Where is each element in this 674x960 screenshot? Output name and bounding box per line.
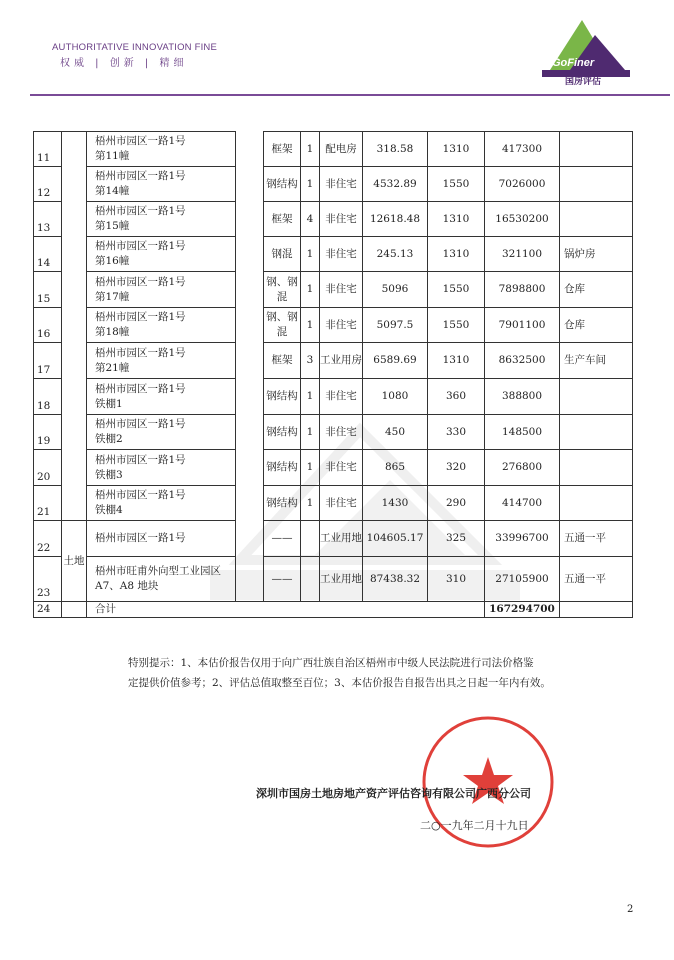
use-cell: 非住宅 xyxy=(320,237,363,272)
row-number: 18 xyxy=(34,379,62,415)
table-row xyxy=(34,308,633,343)
valuation-table xyxy=(33,131,633,618)
location-line-2: 第21幢 xyxy=(95,361,130,374)
floors-cell: 3 xyxy=(301,343,320,379)
use-cell: 工业用地 xyxy=(320,521,363,557)
total-cell: 414700 xyxy=(485,486,560,521)
unit-price-cell: 325 xyxy=(428,521,485,557)
area-cell: 12618.48 xyxy=(363,202,428,237)
unit-price-cell: 360 xyxy=(428,379,485,415)
structure-cell: 钢结构 xyxy=(264,486,301,521)
row-number: 14 xyxy=(34,237,62,272)
row-number: 15 xyxy=(34,272,62,308)
table-row xyxy=(34,167,633,202)
row-number: 19 xyxy=(34,415,62,450)
report-date: 二○一九年二月十九日 xyxy=(420,819,529,832)
unit-price-cell: 1550 xyxy=(428,308,485,343)
area-cell: 865 xyxy=(363,450,428,486)
location-line-1: 梧州市园区一路1号 xyxy=(95,275,186,288)
spacer-cell xyxy=(236,132,264,602)
row-number: 17 xyxy=(34,343,62,379)
location-cell xyxy=(87,343,236,379)
floors-cell: 1 xyxy=(301,237,320,272)
floors-cell: 1 xyxy=(301,167,320,202)
table-row xyxy=(34,450,633,486)
row-number: 12 xyxy=(34,167,62,202)
location-cell xyxy=(87,486,236,521)
location-cell xyxy=(87,272,236,308)
structure-cell: 框架 xyxy=(264,202,301,237)
location-line-1: 梧州市园区一路1号 xyxy=(95,382,186,395)
table-row xyxy=(34,557,633,602)
location-line-2: 铁棚4 xyxy=(95,504,123,516)
location-cell xyxy=(87,132,236,167)
use-cell: 非住宅 xyxy=(320,415,363,450)
table-row xyxy=(34,379,633,415)
location-line-1: 梧州市园区一路1号 xyxy=(95,205,186,217)
location-line-2: 第14幢 xyxy=(95,185,130,197)
sum-total: 167294700 xyxy=(485,602,560,618)
remark-cell xyxy=(560,379,633,415)
total-cell: 417300 xyxy=(485,132,560,167)
row-number: 20 xyxy=(34,450,62,486)
floors-cell: 1 xyxy=(301,379,320,415)
remark-cell: 五通一平 xyxy=(560,521,633,557)
structure-cell: 钢、钢混 xyxy=(264,272,301,308)
location-cell xyxy=(87,521,236,557)
location-line-1: 梧州市园区一路1号 xyxy=(95,240,186,252)
area-cell: 5097.5 xyxy=(363,308,428,343)
location-cell xyxy=(87,202,236,237)
remark-cell xyxy=(560,415,633,450)
structure-cell: 钢、钢混 xyxy=(264,308,301,343)
remark-cell xyxy=(560,132,633,167)
location-line-1: 梧州市园区一路1号 xyxy=(95,311,186,323)
floors-cell: 4 xyxy=(301,202,320,237)
remark-cell: 仓库 xyxy=(560,308,633,343)
unit-price-cell: 310 xyxy=(428,557,485,602)
total-cell: 148500 xyxy=(485,415,560,450)
unit-price-cell: 1310 xyxy=(428,202,485,237)
area-cell: 104605.17 xyxy=(363,521,428,557)
total-cell: 276800 xyxy=(485,450,560,486)
table-row xyxy=(34,521,633,557)
total-cell: 321100 xyxy=(485,237,560,272)
total-cell: 7026000 xyxy=(485,167,560,202)
total-cell: 16530200 xyxy=(485,202,560,237)
location-cell xyxy=(87,237,236,272)
location-line-2: 第11幢 xyxy=(95,150,130,162)
table-row xyxy=(34,415,633,450)
location-line-2: 铁棚3 xyxy=(95,468,123,481)
remark-cell: 生产车间 xyxy=(560,343,633,379)
floors-cell xyxy=(301,557,320,602)
sum-row xyxy=(34,602,633,618)
remark-cell xyxy=(560,450,633,486)
remark-cell xyxy=(560,486,633,521)
structure-cell: 钢结构 xyxy=(264,415,301,450)
sum-remark xyxy=(560,602,633,618)
floors-cell: 1 xyxy=(301,486,320,521)
row-number: 23 xyxy=(34,557,62,602)
total-cell: 8632500 xyxy=(485,343,560,379)
floors-cell: 1 xyxy=(301,132,320,167)
floors-cell xyxy=(301,521,320,557)
unit-price-cell: 330 xyxy=(428,415,485,450)
area-cell: 6589.69 xyxy=(363,343,428,379)
unit-price-cell: 1310 xyxy=(428,132,485,167)
location-cell xyxy=(87,557,236,602)
table-row xyxy=(34,343,633,379)
use-cell: 非住宅 xyxy=(320,308,363,343)
note-line-1: 特别提示：1、本估价报告仅用于向广西壮族自治区梧州市中级人民法院进行司法价格鉴 xyxy=(128,657,534,669)
location-line-2: 第18幢 xyxy=(95,326,130,338)
structure-cell: —— xyxy=(264,521,301,557)
special-note xyxy=(128,653,598,693)
remark-cell: 五通一平 xyxy=(560,557,633,602)
area-cell: 1430 xyxy=(363,486,428,521)
use-cell: 非住宅 xyxy=(320,167,363,202)
area-cell: 245.13 xyxy=(363,237,428,272)
header-tagline-en: AUTHORITATIVE INNOVATION FINE xyxy=(52,42,218,53)
unit-price-cell: 1550 xyxy=(428,272,485,308)
location-line-2: 铁棚2 xyxy=(95,433,123,445)
unit-price-cell: 320 xyxy=(428,450,485,486)
location-line-1: 梧州市园区一路1号 xyxy=(95,453,186,466)
structure-cell: 钢结构 xyxy=(264,379,301,415)
page-number: 2 xyxy=(627,904,634,915)
location-line-1: 梧州市园区一路1号 xyxy=(95,135,186,147)
remark-cell xyxy=(560,202,633,237)
structure-cell: 钢混 xyxy=(264,237,301,272)
location-cell xyxy=(87,308,236,343)
location-cell xyxy=(87,167,236,202)
location-line-2: 第17幢 xyxy=(95,290,130,303)
table-row xyxy=(34,132,633,167)
location-line-1: 梧州市园区一路1号 xyxy=(95,418,186,430)
remark-cell xyxy=(560,167,633,202)
total-cell: 7898800 xyxy=(485,272,560,308)
type-cell-building xyxy=(62,132,87,521)
use-cell: 非住宅 xyxy=(320,486,363,521)
floors-cell: 1 xyxy=(301,415,320,450)
company-name: 深圳市国房土地房地产资产评估咨询有限公司广西分公司 xyxy=(256,787,531,800)
use-cell: 非住宅 xyxy=(320,379,363,415)
use-cell: 非住宅 xyxy=(320,202,363,237)
sum-label: 合计 xyxy=(87,602,485,618)
area-cell: 87438.32 xyxy=(363,557,428,602)
location-line-1: 梧州市旺甫外向型工业园区 A7、A8 地块 xyxy=(95,565,221,592)
remark-cell: 锅炉房 xyxy=(560,237,633,272)
row-number: 22 xyxy=(34,521,62,557)
structure-cell: 钢结构 xyxy=(264,450,301,486)
structure-cell: 框架 xyxy=(264,343,301,379)
unit-price-cell: 290 xyxy=(428,486,485,521)
row-number: 16 xyxy=(34,308,62,343)
area-cell: 318.58 xyxy=(363,132,428,167)
location-line-1: 梧州市园区一路1号 xyxy=(95,489,186,501)
location-line-2: 第15幢 xyxy=(95,220,130,232)
location-cell xyxy=(87,379,236,415)
total-cell: 7901100 xyxy=(485,308,560,343)
structure-cell: 框架 xyxy=(264,132,301,167)
use-cell: 工业用地 xyxy=(320,557,363,602)
note-line-2: 定提供价值参考；2、评估总值取整至百位；3、本估价报告自报告出具之日起一年内有效。 xyxy=(128,677,551,689)
row-number: 11 xyxy=(34,132,62,167)
row-number: 13 xyxy=(34,202,62,237)
structure-cell: —— xyxy=(264,557,301,602)
remark-cell: 仓库 xyxy=(560,272,633,308)
unit-price-cell: 1550 xyxy=(428,167,485,202)
location-line-2: 第16幢 xyxy=(95,255,130,267)
type-cell-land: 土地 xyxy=(62,521,87,602)
total-cell: 33996700 xyxy=(485,521,560,557)
floors-cell: 1 xyxy=(301,308,320,343)
use-cell: 配电房 xyxy=(320,132,363,167)
area-cell: 5096 xyxy=(363,272,428,308)
sum-empty xyxy=(62,602,87,618)
location-line-1: 梧州市园区一路1号 xyxy=(95,532,186,544)
area-cell: 1080 xyxy=(363,379,428,415)
floors-cell: 1 xyxy=(301,450,320,486)
row-number: 21 xyxy=(34,486,62,521)
location-cell xyxy=(87,450,236,486)
use-cell: 工业用房 xyxy=(320,343,363,379)
location-line-1: 梧州市园区一路1号 xyxy=(95,170,186,182)
logo-cn-text: 国房评估 xyxy=(565,77,602,87)
logo-text: GoFiner xyxy=(552,57,595,69)
total-cell: 27105900 xyxy=(485,557,560,602)
area-cell: 450 xyxy=(363,415,428,450)
location-line-1: 梧州市园区一路1号 xyxy=(95,346,186,359)
total-cell: 388800 xyxy=(485,379,560,415)
table-row xyxy=(34,486,633,521)
floors-cell: 1 xyxy=(301,272,320,308)
area-cell: 4532.89 xyxy=(363,167,428,202)
location-cell xyxy=(87,415,236,450)
table-row xyxy=(34,237,633,272)
sum-row-number: 24 xyxy=(34,602,62,618)
unit-price-cell: 1310 xyxy=(428,237,485,272)
structure-cell: 钢结构 xyxy=(264,167,301,202)
use-cell: 非住宅 xyxy=(320,272,363,308)
header-tagline-cn: 权威 | 创新 | 精细 xyxy=(60,58,188,69)
table-row xyxy=(34,202,633,237)
header-divider xyxy=(30,94,670,96)
unit-price-cell: 1310 xyxy=(428,343,485,379)
location-line-2: 铁棚1 xyxy=(95,397,123,410)
table-row xyxy=(34,272,633,308)
use-cell: 非住宅 xyxy=(320,450,363,486)
